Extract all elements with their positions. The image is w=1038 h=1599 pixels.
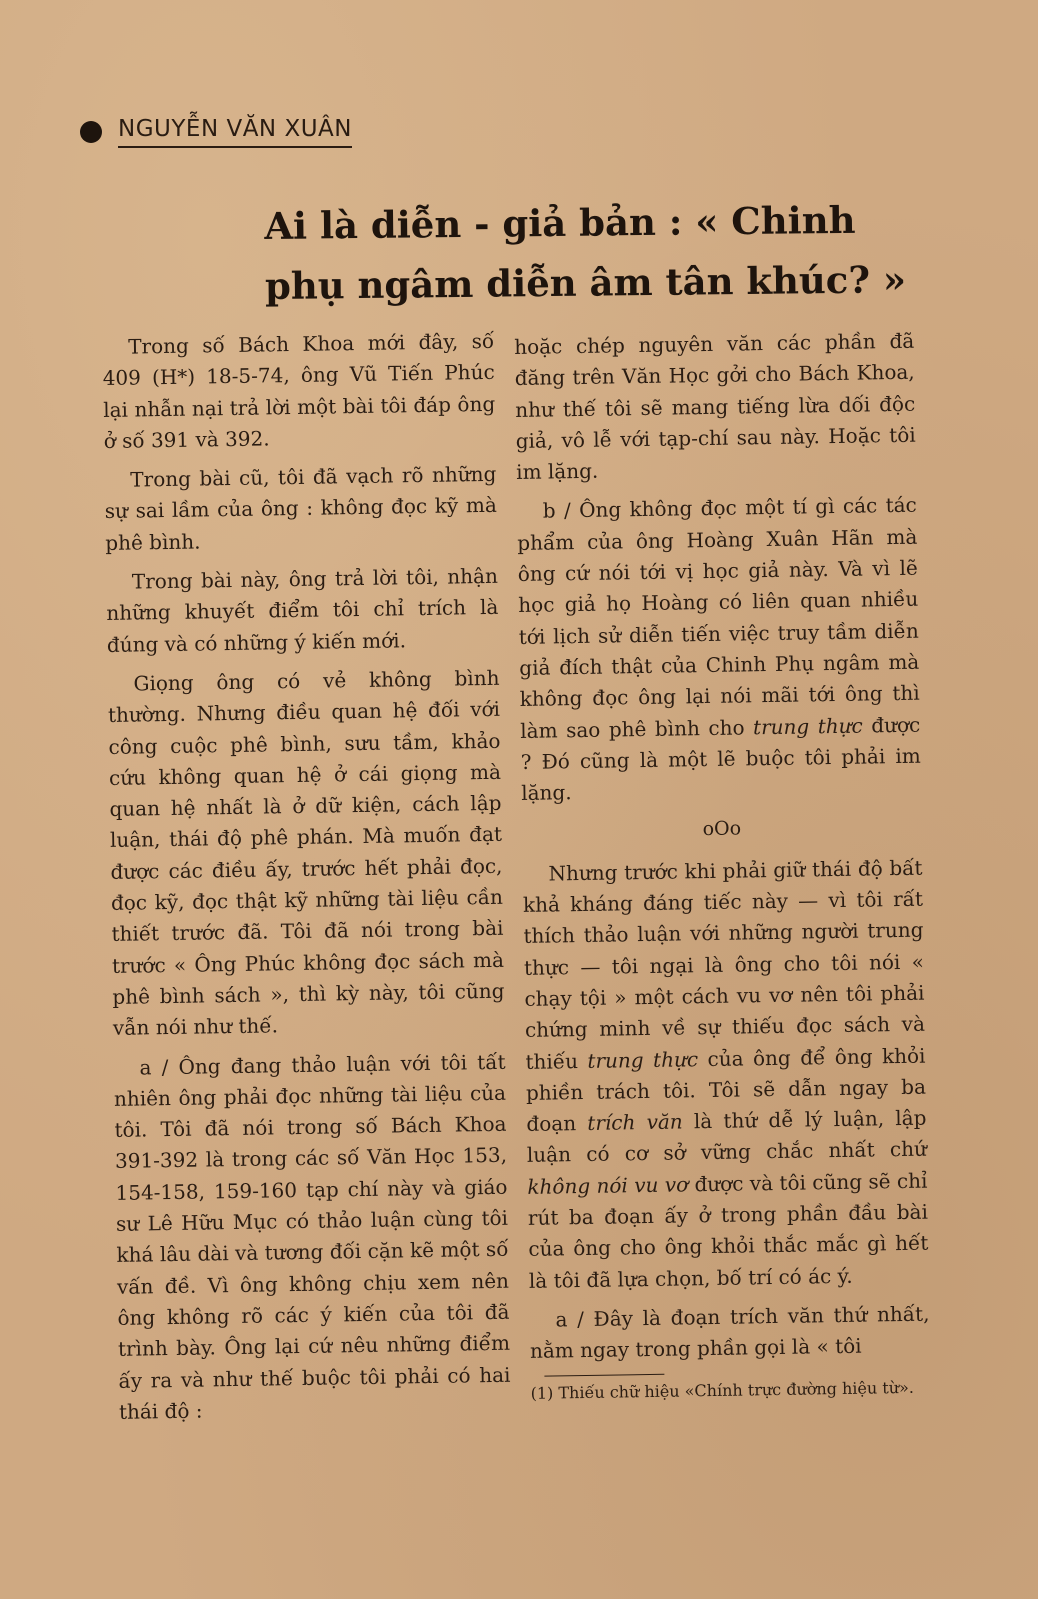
author-name: NGUYỄN VĂN XUÂN <box>118 116 352 148</box>
paragraph: Trong số Bách Khoa mới đây, số 409 (H*) 18-5-74, ông Vũ Tiến Phúc lại nhẫn nại trả lời một bài tôi đáp ông ở số 391 và 392. <box>102 328 496 453</box>
paragraph <box>522 852 929 1296</box>
right-column <box>514 326 931 1415</box>
footnote: (1) Thiếu chữ hiệu «Chính trực đường hiệu từ». <box>530 1377 915 1403</box>
italic-text: không nói vu vơ <box>527 1172 689 1199</box>
paragraph: Trong bài này, ông trả lời tôi, nhận những khuyết điểm tôi chỉ trích là đúng và có những ý kiến mới. <box>106 563 499 657</box>
author-byline <box>80 116 352 148</box>
footnote-divider <box>544 1373 664 1376</box>
paragraph <box>517 490 922 809</box>
text-run: được ? Đó cũng là một lẽ buộc tôi phải im lặng. <box>520 712 921 806</box>
article-title: Ai là diễn - giả bản : « Chinh phụ ngâm diễn âm tân khúc? » <box>264 197 907 308</box>
bullet-icon <box>80 121 102 143</box>
text-run: của ông để ông khỏi phiền trách tôi. Tôi sẽ dẫn ngay ba đoạn <box>525 1043 927 1137</box>
italic-text: trích văn <box>587 1109 683 1136</box>
text-run: b / Ông không đọc một tí gì các tác phẩm của ông Hoàng Xuân Hãn mà ông cứ nói tới vị học giả này. Và vì lẽ học giả họ Hoàng có liên quan nhiều tới lịch sử diễn tiến việc truy tầm diễn giả đích thật của Chinh Phụ ngâm mà không đọc ông lại nói mãi tới ông thì làm sao phê bình cho <box>517 493 920 743</box>
left-column <box>102 326 511 1436</box>
italic-text: trung thực <box>587 1046 699 1073</box>
text-run: được và tôi cũng sẽ chỉ rút ba đoạn ấy ở trong phần đầu bài của ông cho ông khỏi thắc mắc gì hết là tôi đã lựa chọn, bố trí có ác ý. <box>527 1168 929 1293</box>
text-run: Nhưng trước khi phải giữ thái độ bất khả kháng đáng tiếc này — vì tôi rất thích thảo luận với những người trung thực — tôi ngại là ông cho tôi nói « chạy tội » một cách vu vơ nên tôi phải chứng minh về sự thiếu đọc sách và thiếu <box>522 855 926 1074</box>
section-separator: oOo <box>702 817 742 841</box>
text-run: là thứ dễ lý luận, lập luận có cơ sở vững chắc nhất chứ <box>526 1105 928 1168</box>
paragraph: a / Ông đang thảo luận với tôi tất nhiên ông phải đọc những tài liệu của tôi. Tôi đã nói trong số Bách Khoa 391-392 là trong các số Văn Học 153, 154-158, 159-160 tạp chí này và giáo sư Lê Hữu Mục có thảo luận cùng tôi khá lâu dài và tương đối cặn kẽ một số vấn đề. Vì ông không chịu xem nên ông không rõ các ý kiến của tôi đã trình bày. Ông lại cứ nêu những điểm ấy ra và như thế buộc tôi phải có hai thái độ : <box>113 1049 511 1424</box>
italic-text: trung thực <box>752 713 863 739</box>
paragraph: a / Đây là đoạn trích văn thứ nhất, nằm ngay trong phần gọi là « tôi <box>529 1301 930 1364</box>
paragraph: Giọng ông có vẻ không bình thường. Nhưng điều quan hệ đối với công cuộc phê bình, sưu tầm, khảo cứu không quan hệ ở cái giọng mà quan hệ nhất là ở dữ kiện, cách lập luận, thái độ phê phán. Mà muốn đạt được các điều ấy, trước hết phải đọc, đọc kỹ, đọc thật kỹ những tài liệu cần thiết trước đã. Tôi đã nói trong bài trước « Ông Phúc không đọc sách mà phê bình sách », thì kỳ này, tôi cũng vẫn nói như thế. <box>107 665 505 1041</box>
paragraph: Trong bài cũ, tôi đã vạch rõ những sự sai lầm của ông : không đọc kỹ mà phê bình. <box>104 462 497 555</box>
paragraph: hoặc chép nguyên văn các phần đã đăng trên Văn Học gởi cho Bách Khoa, như thế tôi sẽ mang tiếng lừa dối độc giả, vô lễ với tạp-chí sau này. Hoặc tôi im lặng. <box>514 328 916 485</box>
